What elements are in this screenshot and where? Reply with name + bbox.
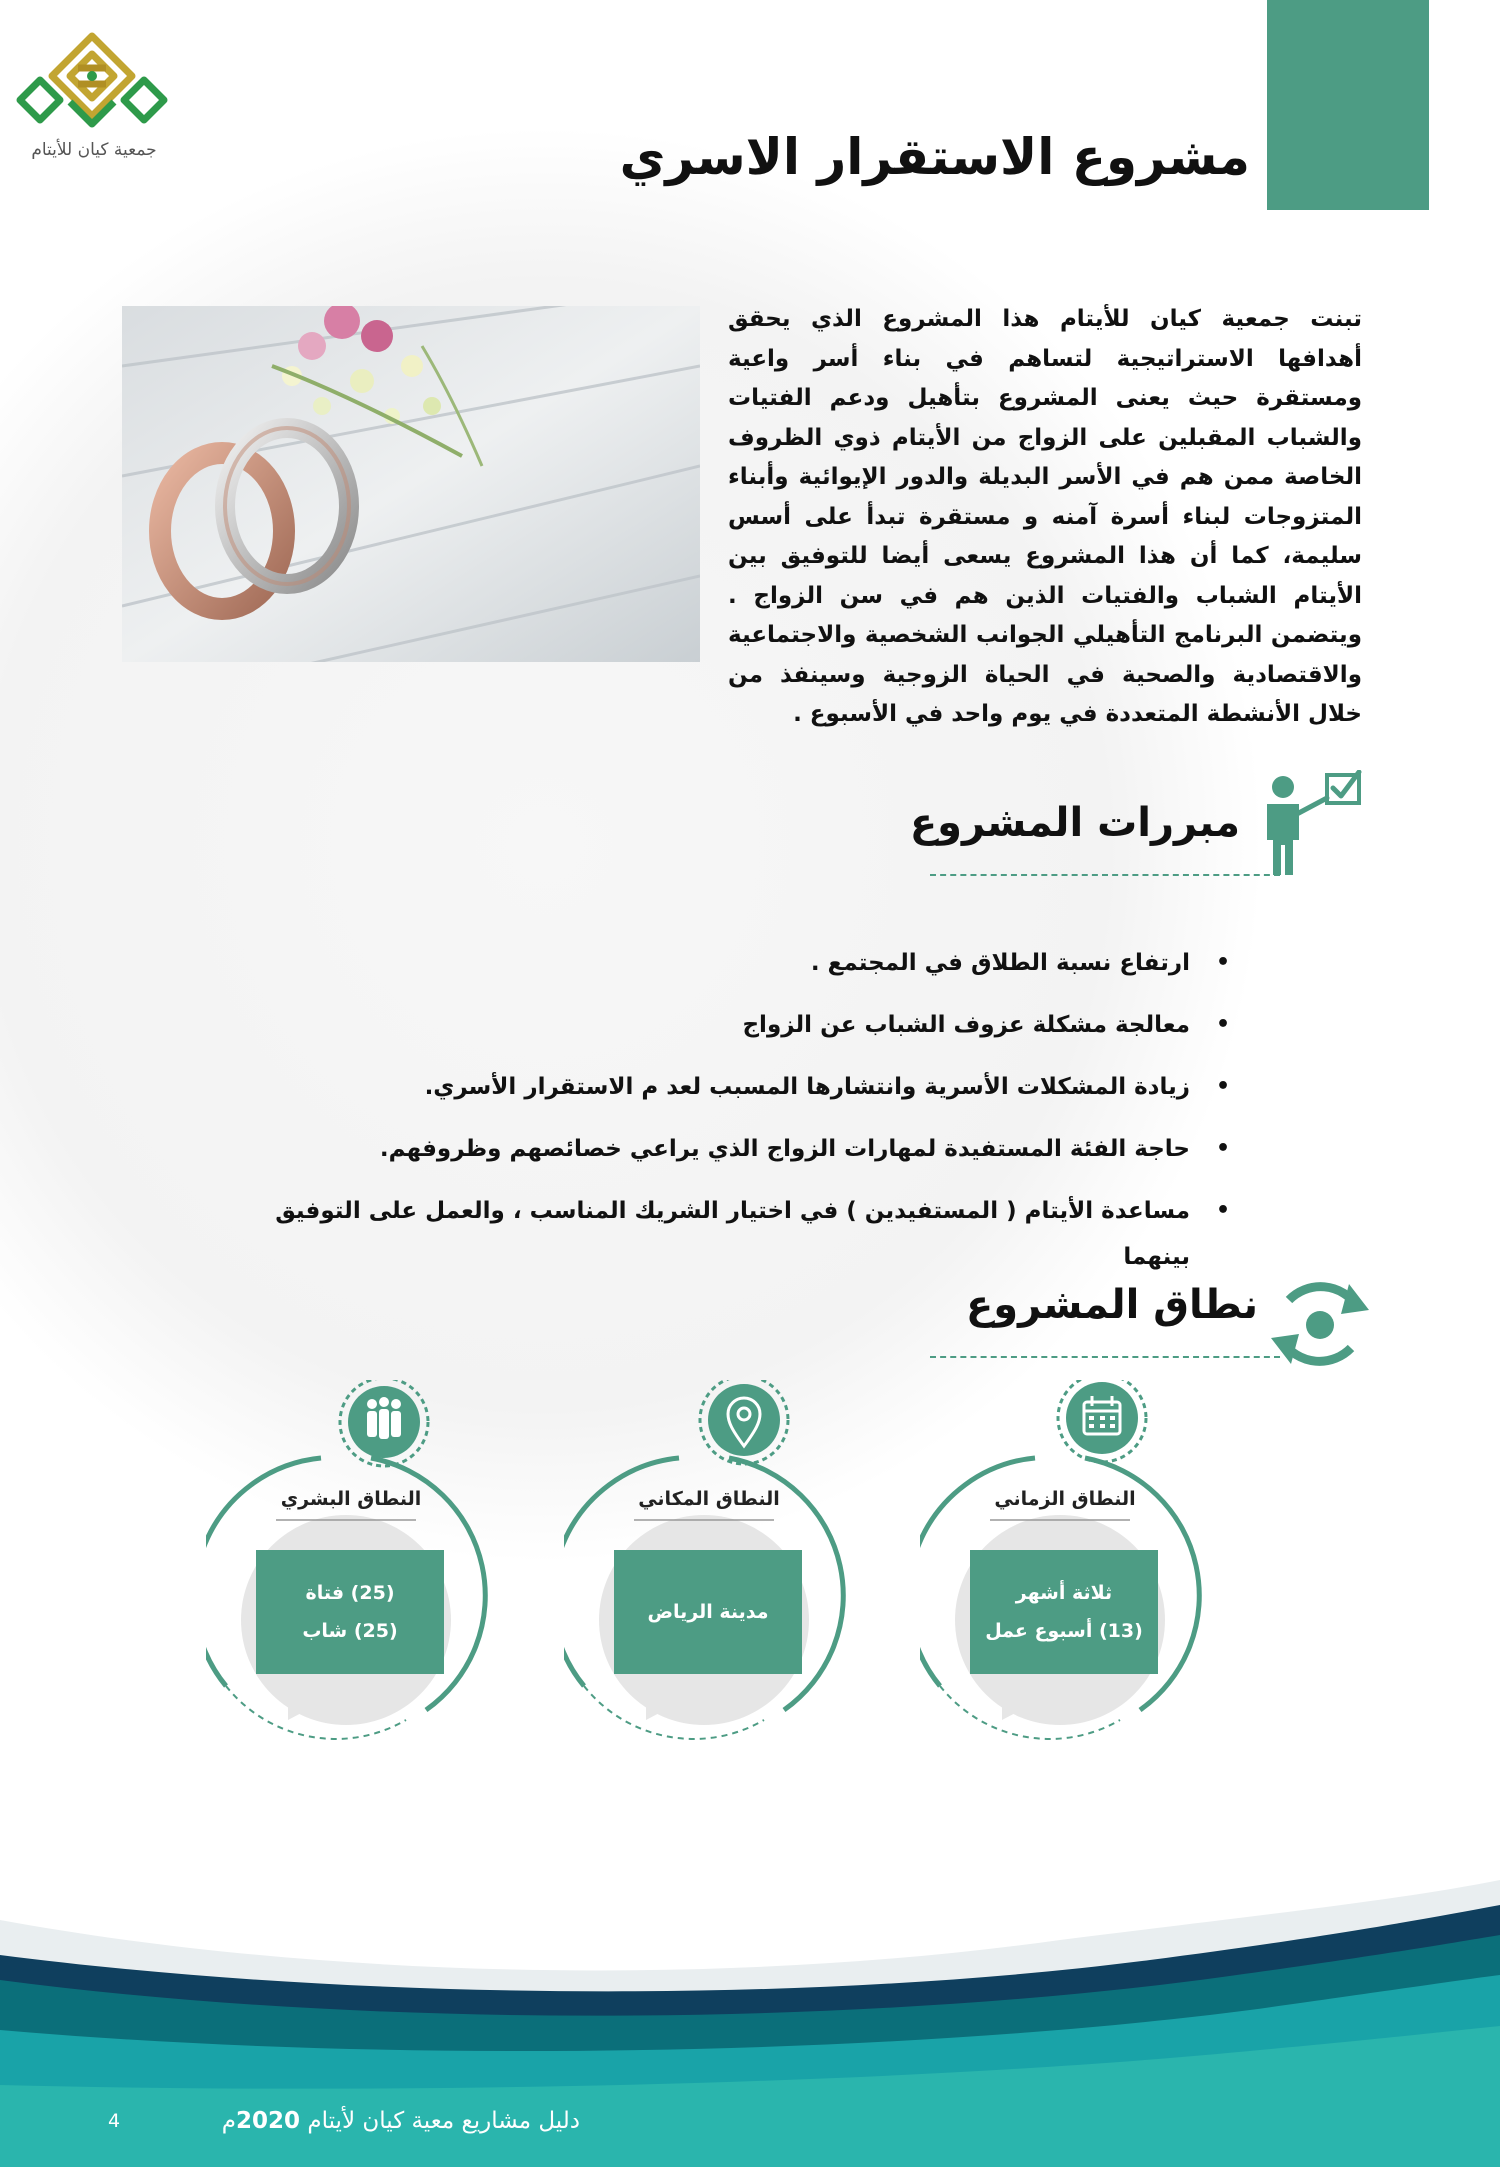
footer-year: 2020 (236, 2108, 301, 2134)
scope-card-line2: (13) أسبوع عمل (985, 1620, 1143, 1642)
scope-card-line1: ثلاثة أشهر (1015, 1582, 1113, 1604)
scope-card-time (920, 1380, 1210, 1750)
scope-card-line2: (25) شاب (302, 1620, 398, 1642)
page-title: مشروع الاستقرار الاسري (619, 128, 1250, 186)
wedding-rings-photo (122, 306, 700, 662)
list-item: • ارتفاع نسبة الطلاق في المجتمع . (270, 940, 1230, 1002)
justifications-divider (930, 874, 1280, 876)
intro-paragraph: تبنت جمعية كيان للأيتام هذا المشروع الذي يحقق أهدافها الاستراتيجية لتساهم في بناء أسر واعية ومستقرة حيث يعنى المشروع بتأهيل ودعم الفتيات والشباب المقبلين على الزواج من الأيتام ذوي الظروف الخاصة ممن هم في الأسر البديلة والدور الإيوائية وأبناء المتزوجات لبناء أسرة آمنه و مستقرة تبدأ على أسس سليمة، كما أن هذا المشروع يسعى أيضا للتوفيق بين الأيتام الشباب والفتيات الذين هم في سن الزواج . ويتضمن البرنامج التأهيلي الجوانب الشخصية والاجتماعية والاقتصادية والصحية في الحياة الزوجية وسينفذ من خلال الأنشطة المتعددة في يوم واحد في الأسبوع . (728, 306, 1362, 727)
scope-title: نطاق المشروع (965, 1282, 1258, 1328)
scope-card-label: النطاق المكاني (638, 1488, 780, 1510)
page-number: 4 (108, 2110, 121, 2132)
scope-card-line1: (25) فتاة (305, 1582, 395, 1604)
scope-card-label: النطاق الزماني (994, 1488, 1136, 1510)
refresh-cycle-icon (1265, 1270, 1375, 1380)
justifications-list (270, 940, 1230, 1270)
scope-card-people (206, 1380, 496, 1750)
logo-org-name: جمعية كيان للأيتام (31, 140, 157, 160)
scope-card-box (256, 1550, 444, 1674)
list-item: • مساعدة الأيتام ( المستفيدين ) في اختيار الشريك المناسب ، والعمل على التوفيق بينهما (270, 1188, 1230, 1250)
scope-divider (930, 1356, 1280, 1358)
footer-caption (200, 2108, 580, 2134)
footer-text-prefix: دليل مشاريع معية كيان لأيتام (300, 2108, 580, 2134)
scope-card-place (564, 1380, 854, 1750)
list-item: • حاجة الفئة المستفيدة لمهارات الزواج الذي يراعي خصائصهم وظروفهم. (270, 1126, 1230, 1188)
justifications-title: مبررات المشروع (909, 800, 1240, 846)
footer-text-suffix: م (221, 2108, 237, 2134)
scope-card-line1: مدينة الرياض (647, 1601, 769, 1623)
list-item: • زيادة المشكلات الأسرية وانتشارها المسبب لعد م الاستقرار الأسري. (270, 1064, 1230, 1126)
people-icon (367, 1397, 401, 1439)
scope-card-label: النطاق البشري (280, 1488, 422, 1510)
scope-card-box (970, 1550, 1158, 1674)
presenter-check-icon (1255, 770, 1365, 880)
list-item: • معالجة مشكلة عزوف الشباب عن الزواج (270, 1002, 1230, 1064)
corner-accent-block (1267, 0, 1429, 210)
scope-card-box (614, 1550, 802, 1674)
